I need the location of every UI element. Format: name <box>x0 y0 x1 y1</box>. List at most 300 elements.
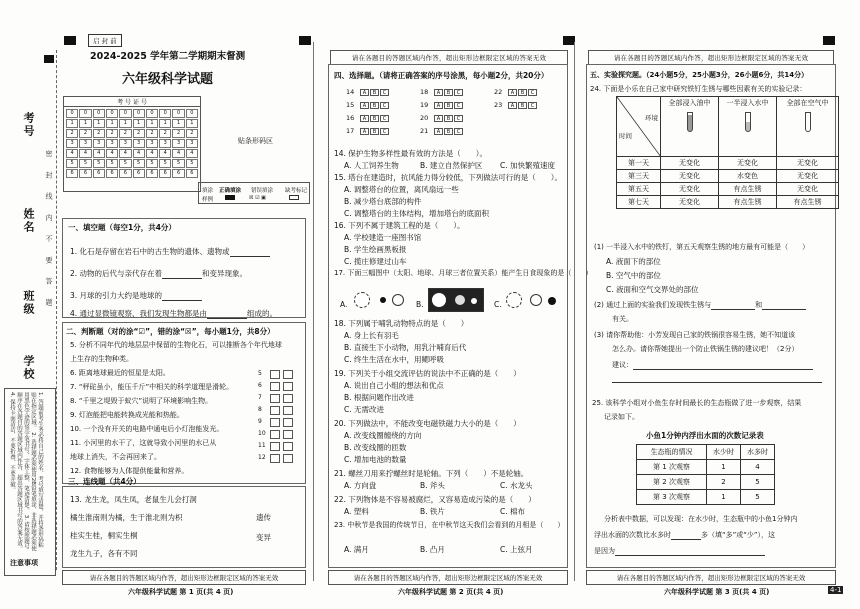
tf-false-box[interactable] <box>283 370 293 379</box>
q23-option-a: A. 满月 <box>344 545 369 554</box>
kaohao-digit-bubble[interactable]: 3 <box>106 139 118 148</box>
tf-number-label: 7 <box>258 394 262 401</box>
table-cell: 无变化 <box>777 157 839 170</box>
question-19: 19. 下列关于小组交流评估的说法中不正确的是（ ） <box>334 369 521 378</box>
match-left-3: 桂实生桂，桐实生桐 <box>70 531 138 540</box>
choice-bubble-b[interactable]: B <box>444 128 453 135</box>
banji-label: 班级 <box>22 290 35 316</box>
tf-true-box[interactable] <box>270 430 280 439</box>
moon-icon <box>548 297 556 305</box>
choice-bubble-a[interactable]: A <box>434 102 443 109</box>
kaohao-digit-bubble[interactable]: 4 <box>106 149 118 158</box>
moon-icon <box>380 297 386 303</box>
tf-number-label: 8 <box>258 406 262 413</box>
q15-option-a: A. 调整塔台的位置，离风扇远一些 <box>344 185 459 194</box>
kaohao-digit-bubble[interactable]: 2 <box>146 129 158 138</box>
choice-bubble-a[interactable]: A <box>434 128 443 135</box>
kaohao-digit-bubble[interactable]: 0 <box>106 109 118 118</box>
q18-option-b: B. 直接生下小动物，用乳汁哺育后代 <box>344 343 467 352</box>
kaohao-digit-bubble[interactable]: 1 <box>79 119 91 128</box>
choice-number: 15 <box>346 101 355 109</box>
alignment-marker <box>823 36 835 45</box>
choice-bubble-b[interactable]: B <box>370 89 379 96</box>
xuexiao-label: 学校 <box>22 355 35 381</box>
record-header: 水少时 <box>707 445 741 460</box>
table-cell: 第 1 次观察 <box>637 460 707 475</box>
table-row <box>617 157 839 170</box>
kaohao-digit-bubble[interactable]: 4 <box>146 149 158 158</box>
match-right-1: 遗传 <box>256 513 271 522</box>
section4-box <box>328 64 568 568</box>
q22-option-c: C. 棉布 <box>500 507 526 516</box>
header-oil: 全部浸入油中 <box>661 97 719 157</box>
page2-header: 请在各题目的答题区域内作答，超出矩形边框限定区域的答案无效 <box>330 50 568 65</box>
kaohao-digit-bubble[interactable]: 1 <box>172 119 184 128</box>
record-header: 生态瓶的情况 <box>637 445 707 460</box>
earth-icon <box>530 294 542 306</box>
table-cell: 无变化 <box>777 170 839 183</box>
choice-bubble-c[interactable]: C <box>380 89 389 96</box>
table-cell: 有点生锈 <box>719 183 777 196</box>
choice-bubble-c[interactable]: C <box>454 115 463 122</box>
kaohao-digit-bubble[interactable]: 3 <box>93 139 105 148</box>
page3-footer-note: 请在各题目的答题区域内作答，超出矩形边框限定区域的答案无效 <box>586 570 836 585</box>
question-16: 16. 下列不属于建筑工程的是（ ）。 <box>334 221 465 230</box>
kaohao-digit-bubble[interactable]: 4 <box>93 149 105 158</box>
xingming-label: 姓名 <box>22 208 35 234</box>
tf-false-box[interactable] <box>283 430 293 439</box>
analysis-line-2: 浮出水面的次数比水多时 多（填“多”或“少”），这 <box>594 531 776 539</box>
kaohao-digit-bubble[interactable]: 2 <box>93 129 105 138</box>
tf-true-box[interactable] <box>270 442 280 451</box>
table-cell: 第三天 <box>617 170 661 183</box>
kaohao-digit-bubble[interactable]: 1 <box>66 119 78 128</box>
kaohao-digit-bubble[interactable]: 2 <box>66 129 78 138</box>
choice-bubble-b[interactable]: B <box>444 115 453 122</box>
kaohao-digit-grid[interactable] <box>64 107 200 180</box>
tf-false-box[interactable] <box>283 382 293 391</box>
section1-title: 一、填空题（每空1分，共4分） <box>68 223 176 232</box>
kaohao-digit-bubble[interactable]: 3 <box>119 139 131 148</box>
kaohao-digit-bubble[interactable]: 4 <box>186 149 198 158</box>
q22-option-a: A. 塑料 <box>344 507 369 516</box>
choice-bubble-a[interactable]: A <box>360 115 369 122</box>
choice-answer-row[interactable] <box>346 101 390 109</box>
q19-option-a: A. 说出自己小组的想法和优点 <box>344 381 444 390</box>
q21-option-a: A. 方向盘 <box>344 481 377 490</box>
tf-false-box[interactable] <box>283 454 293 463</box>
kaohao-digit-bubble[interactable]: 5 <box>93 159 105 168</box>
answer-line[interactable] <box>612 382 822 383</box>
choice-bubble-c[interactable]: C <box>380 128 389 135</box>
kaohao-digit-bubble[interactable]: 0 <box>93 109 105 118</box>
table-cell: 1 <box>707 490 741 505</box>
kaohao-digit-bubble[interactable]: 1 <box>186 119 198 128</box>
match-right-2: 变异 <box>256 533 271 542</box>
kaohao-grid-label: 考 号 证 号 <box>64 97 200 107</box>
tf-true-box[interactable] <box>270 454 280 463</box>
choice-answer-row[interactable] <box>494 88 538 96</box>
choice-bubble-a[interactable]: A <box>434 89 443 96</box>
page1-footer: 六年级科学试题 第 1 页(共 4 页) <box>128 588 234 596</box>
choice-number: 18 <box>420 88 429 96</box>
question-24-3b: 怎么办。请你帮她提出一个防止铁锅生锈的建议吧！（2分） <box>612 345 799 353</box>
q22-option-b: B. 铁片 <box>420 507 445 516</box>
question-24: 24. 下面是小乐在自己家中研究铁钉生锈与哪些因素有关的实验记录： <box>590 85 807 93</box>
exam-main-title: 六年级科学试题 <box>122 72 214 87</box>
q24-1-option-a: A. 液面下的部位 <box>606 257 661 266</box>
true-false-question: 7. “秤砣虽小，能压千斤”中相关的科学道理是滑轮。 <box>70 383 234 391</box>
q24-1-option-b: B. 空气中的部位 <box>606 271 661 280</box>
kaohao-digit-bubble[interactable]: 5 <box>106 159 118 168</box>
notice-label: 注意事项 <box>10 559 38 567</box>
table-cell: 2 <box>707 475 741 490</box>
question-1: 1. 化石是存留在岩石中的古生物的遗体、遗物或 <box>70 246 270 257</box>
sealed-badge: 启 封 前 <box>88 34 122 47</box>
choice-bubble-b[interactable]: B <box>444 89 453 96</box>
table-cell: 1 <box>707 460 741 475</box>
section3-title: 三、连线题（共4分） <box>68 477 141 486</box>
section2-title: 二、判断题（对的涂“☑”，错的涂“☒”，每小题1分，共8分） <box>66 327 275 336</box>
table-cell: 第一天 <box>617 157 661 170</box>
question-18: 18. 下列属于哺乳动物特点的是（ ） <box>334 319 469 328</box>
eclipse-diagram-a <box>352 288 408 312</box>
choice-bubble-a[interactable]: A <box>434 115 443 122</box>
table-cell: 第五天 <box>617 183 661 196</box>
sun-icon <box>354 292 370 308</box>
choice-number: 16 <box>346 114 355 122</box>
choice-number: 19 <box>420 101 429 109</box>
table-cell: 无变化 <box>719 157 777 170</box>
q19-option-b: B. 根据问题作出改进 <box>344 393 414 402</box>
table-cell: 5 <box>741 490 775 505</box>
earth-icon <box>392 294 404 306</box>
true-false-question: 12. 食物能够为人体提供能量和营养。 <box>70 467 189 475</box>
suggestion-label: 建议： <box>612 360 813 370</box>
choice-bubble-a[interactable]: A <box>360 89 369 96</box>
kaohao-digit-bubble[interactable]: 3 <box>79 139 91 148</box>
tf-number-label: 9 <box>258 418 262 425</box>
tf-number-label: 6 <box>258 382 262 389</box>
kaohao-digit-bubble[interactable]: 2 <box>159 129 171 138</box>
earth-icon <box>455 295 465 305</box>
kaohao-digit-bubble[interactable]: 0 <box>146 109 158 118</box>
table-cell: 无变化 <box>661 157 719 170</box>
true-false-question: 地球上消失，不会再回来了。 <box>70 453 161 461</box>
question-24-2-tail: 有关。 <box>612 315 633 323</box>
choice-bubble-c[interactable]: C <box>528 102 537 109</box>
true-false-question: 11. 小河里的水干了，这就导致小河里的水已从 <box>70 439 217 447</box>
question-21: 21. 螺丝刀用来拧螺丝时是轮轴。下列（ ）不是轮轴。 <box>334 469 529 478</box>
barcode-area-label: 贴条形码区 <box>238 137 273 145</box>
kaohao-digit-bubble[interactable]: 1 <box>133 119 145 128</box>
table-cell: 水变色 <box>719 170 777 183</box>
kaohao-digit-bubble[interactable]: 6 <box>79 169 91 178</box>
kaohao-digit-bubble[interactable]: 2 <box>106 129 118 138</box>
kaohao-digit-bubble[interactable]: 5 <box>172 159 184 168</box>
table-cell: 第 3 次观察 <box>637 490 707 505</box>
kaohao-digit-bubble[interactable]: 0 <box>133 109 145 118</box>
table-row <box>617 196 839 209</box>
choice-number: 22 <box>494 88 503 96</box>
q14-option-c: C. 加快繁殖速度 <box>500 161 556 170</box>
question-2: 2. 动物的后代与亲代存在着 和变异现象。 <box>70 269 248 278</box>
choice-answer-row[interactable] <box>346 127 390 135</box>
table-cell: 第 2 次观察 <box>637 475 707 490</box>
kaohao-digit-bubble[interactable]: 3 <box>146 139 158 148</box>
q18-option-a: A. 身上长有羽毛 <box>344 331 399 340</box>
seal-line <box>56 50 57 570</box>
choice-bubble-a[interactable]: A <box>508 89 517 96</box>
choice-answer-row[interactable] <box>346 114 390 122</box>
kaohao-digit-bubble[interactable]: 6 <box>133 169 145 178</box>
kaohao-digit-bubble[interactable]: 0 <box>186 109 198 118</box>
choice-number: 21 <box>420 127 429 135</box>
match-left-4: 龙生九子，各有不同 <box>70 549 138 558</box>
exam-year-title: 2024-2025 学年第二学期期末督测 <box>90 51 246 62</box>
q16-option-a: A. 学校建造一座图书馆 <box>344 233 422 242</box>
choice-bubble-b[interactable]: B <box>444 102 453 109</box>
choice-bubble-b[interactable]: B <box>518 102 527 109</box>
kaohao-digit-bubble[interactable]: 4 <box>66 149 78 158</box>
q24-1-option-c: C. 液面和空气交界处的部位 <box>606 285 699 294</box>
q17-option-a: A. <box>340 300 348 309</box>
kaohao-digit-bubble[interactable]: 5 <box>119 159 131 168</box>
q16-option-b: B. 学生绘画黑板报 <box>344 245 407 254</box>
eclipse-diagram-b <box>428 288 484 312</box>
question-24-3: (3) 请你帮助他：小芳发现自己家的铁锅很容易生锈，她不知道该 <box>594 331 796 339</box>
fish-record-table <box>636 444 775 505</box>
kaohao-digit-bubble[interactable]: 2 <box>172 129 184 138</box>
q17-option-b: B. <box>416 300 424 309</box>
q18-option-c: C. 终生生活在水中，用鳃呼吸 <box>344 355 445 364</box>
choice-bubble-a[interactable]: A <box>508 102 517 109</box>
corner-mark: 4-1 <box>830 586 842 594</box>
kaohao-digit-bubble[interactable]: 2 <box>186 129 198 138</box>
choice-bubble-c[interactable]: C <box>454 102 463 109</box>
choice-bubble-c[interactable]: C <box>380 115 389 122</box>
kaohao-digit-bubble[interactable]: 3 <box>186 139 198 148</box>
question-22: 22. 下列物体是不容易被腐烂，又容易造成污染的是（ ） <box>334 495 536 504</box>
kaohao-digit-bubble[interactable]: 6 <box>66 169 78 178</box>
q23-option-b: B. 凸月 <box>420 545 445 554</box>
choice-number: 23 <box>494 101 503 109</box>
match-left-1: 13. 龙生龙，凤生凤，老鼠生儿会打洞 <box>70 495 197 504</box>
choice-answer-row[interactable] <box>420 127 464 135</box>
kaohao-digit-bubble[interactable]: 0 <box>119 109 131 118</box>
q17-option-c: C. <box>494 300 502 309</box>
q14-option-a: A. 人工饲养生物 <box>344 161 399 170</box>
table-cell: 4 <box>741 460 775 475</box>
kaohao-digit-bubble[interactable]: 6 <box>93 169 105 178</box>
question-14: 14. 保护生物多样性最有效的方法是（ ）。 <box>334 149 488 158</box>
table-cell: 有点生锈 <box>719 196 777 209</box>
header-half-water: 一半浸入水中 <box>719 97 777 157</box>
kaohao-digit-bubble[interactable]: 0 <box>172 109 184 118</box>
question-15: 15. 塔台在建造时，抗风能力得分较低，下列做法可行的是（ ）。 <box>334 173 563 182</box>
page2-footer: 六年级科学试题 第 2 页(共 4 页) <box>398 588 504 596</box>
table-cell: 无变化 <box>661 196 719 209</box>
kaohao-digit-bubble[interactable]: 2 <box>133 129 145 138</box>
tf-true-box[interactable] <box>270 406 280 415</box>
tf-number-label: 10 <box>258 430 266 437</box>
tf-false-box[interactable] <box>283 418 293 427</box>
kaohao-digit-bubble[interactable]: 5 <box>186 159 198 168</box>
moon-icon <box>471 298 477 304</box>
page2-footer-note: 请在各题目的答题区域内作答，超出矩形边框限定区域的答案无效 <box>328 570 568 585</box>
page3-header: 请在各题目的答题区域内作答，超出矩形边框限定区域的答案无效 <box>588 50 834 65</box>
kaohao-digit-bubble[interactable]: 4 <box>133 149 145 158</box>
tf-true-box[interactable] <box>270 418 280 427</box>
kaohao-digit-bubble[interactable]: 5 <box>159 159 171 168</box>
notice-text: 1. 答题前考生务必将自己的姓名、考号填写清楚，并将条形码粘贴在指定区域。 2. 选择题必须使用2B铅笔填涂，非选择题必须使用黑色字迹的签字笔书写，字体工整、笔迹清楚。 3. 请按照题号顺序在各题目的答题区域内作答，超出答题区域书写的答案无效。 4. 保持卡面清洁，不要折叠、不要弄破。 <box>9 392 43 552</box>
kaohao-digit-bubble[interactable]: 3 <box>133 139 145 148</box>
q21-option-b: B. 斧头 <box>420 481 445 490</box>
kaohao-digit-bubble[interactable]: 4 <box>159 149 171 158</box>
true-false-question: 6. 距离地球最近的恒星是太阳。 <box>70 369 170 377</box>
kaohao-digit-bubble[interactable]: 0 <box>159 109 171 118</box>
table-row <box>637 490 775 505</box>
kaohao-digit-bubble[interactable]: 4 <box>172 149 184 158</box>
nail-rust-table <box>616 96 839 209</box>
kaohao-digit-bubble[interactable]: 1 <box>93 119 105 128</box>
q19-option-c: C. 无需改进 <box>344 405 385 414</box>
table-cell: 无变化 <box>661 183 719 196</box>
tf-true-box[interactable] <box>270 394 280 403</box>
q20-option-b: B. 改变线圈的匝数 <box>344 443 407 452</box>
choice-bubble-c[interactable]: C <box>528 89 537 96</box>
column-divider <box>574 42 575 581</box>
kaohao-digit-bubble[interactable]: 4 <box>79 149 91 158</box>
kaohao-digit-bubble[interactable]: 1 <box>106 119 118 128</box>
table-row <box>637 475 775 490</box>
choice-bubble-b[interactable]: B <box>518 89 527 96</box>
tf-true-box[interactable] <box>270 370 280 379</box>
kaohao-digit-bubble[interactable]: 4 <box>119 149 131 158</box>
choice-number: 14 <box>346 88 355 96</box>
question-23: 23. 中秋节是我国的传统节日，在中秋节这天我们会看到的月相是（ ） <box>334 521 565 529</box>
choice-answer-row[interactable] <box>420 114 464 122</box>
tf-false-box[interactable] <box>283 442 293 451</box>
true-false-question: 5. 分析不同年代的地层层中保留的生物化石，可以推断各个年代地球 <box>70 341 282 349</box>
kaohao-digit-bubble[interactable]: 6 <box>172 169 184 178</box>
kaohao-digit-bubble[interactable]: 6 <box>159 169 171 178</box>
kaohao-digit-bubble[interactable]: 5 <box>146 159 158 168</box>
question-20: 20. 下列做法中，不能改变电磁铁磁力大小的是（ ） <box>334 419 521 428</box>
kaohao-digit-bubble[interactable]: 2 <box>79 129 91 138</box>
choice-answer-row[interactable] <box>420 101 464 109</box>
kaohao-digit-bubble[interactable]: 6 <box>119 169 131 178</box>
q21-option-c: C. 水龙头 <box>500 481 533 490</box>
kaohao-digit-bubble[interactable]: 0 <box>79 109 91 118</box>
kaohao-digit-bubble[interactable]: 1 <box>146 119 158 128</box>
true-false-question: 10. 一个没有开关的电路中通电后小灯泡能发光。 <box>70 425 224 433</box>
q20-option-a: A. 改变线圈缠绕的方向 <box>344 431 422 440</box>
question-25b: 记录如下。 <box>604 413 639 421</box>
test-tube-icon <box>805 112 811 132</box>
kaohao-digit-bubble[interactable]: 5 <box>79 159 91 168</box>
section4-title: 四、选择题。（请将正确答案的序号涂黑，每小题2分，共20分） <box>334 71 549 80</box>
test-tube-icon <box>745 112 751 132</box>
choice-bubble-a[interactable]: A <box>360 102 369 109</box>
table-row <box>617 170 839 183</box>
tf-number-label: 12 <box>258 454 266 461</box>
tf-false-box[interactable] <box>283 394 293 403</box>
header-air: 全部在空气中 <box>777 97 839 157</box>
table-cell: 无变化 <box>777 183 839 196</box>
choice-number: 17 <box>346 127 355 135</box>
tf-false-box[interactable] <box>283 406 293 415</box>
kaohao-digit-bubble[interactable]: 6 <box>186 169 198 178</box>
sun-icon <box>432 293 446 307</box>
choice-bubble-b[interactable]: B <box>370 128 379 135</box>
true-false-question: 9. 灯泡能把电能转换成光能和热能。 <box>70 411 184 419</box>
choice-bubble-b[interactable]: B <box>370 115 379 122</box>
q15-option-c: C. 调整塔台的主体结构，增加塔台的底面积 <box>344 209 490 218</box>
choice-answer-row[interactable] <box>420 88 464 96</box>
q16-option-c: C. 揽庄修建过山车 <box>344 257 407 266</box>
choice-bubble-c[interactable]: C <box>454 128 463 135</box>
analysis-line-3: 是因为 <box>594 546 765 556</box>
kaohao-digit-bubble[interactable]: 5 <box>66 159 78 168</box>
kaohao-digit-bubble[interactable]: 3 <box>159 139 171 148</box>
section5-title: 五、实验探究题。（24小题5分，25小题3分，26小题6分，共14分） <box>590 71 809 79</box>
record-table-title: 小鱼1分钟内浮出水面的次数记录表 <box>646 431 764 440</box>
page1-footer-note: 请在各题目的答题区域内作答，超出矩形边框限定区域的答案无效 <box>62 570 306 585</box>
kaohao-label: 考号 <box>22 112 35 138</box>
table-row <box>617 183 839 196</box>
question-24-1: (1) 一半浸入水中的铁钉，第五天观察生锈的地方最有可能是（ ） <box>594 243 810 251</box>
kaohao-digit-bubble[interactable]: 0 <box>66 109 78 118</box>
analysis-line-1: 分析表中数据，可以发现：在水少时，生态瓶中的小鱼1分钟内 <box>604 515 798 523</box>
question-25: 25. 该科学小组对小鱼生存时间最长的生态瓶做了进一步观察，结果 <box>592 399 802 407</box>
question-3: 3. 月球的引力大约是地球的 <box>70 290 202 301</box>
kaohao-digit-bubble[interactable]: 5 <box>133 159 145 168</box>
sun-icon <box>506 292 522 308</box>
question-17: 17. 下面三幅图中（太阳、地球、月球三者位置关系）能产生日食现象的是（ ） <box>334 269 593 277</box>
table-row <box>637 460 775 475</box>
choice-answer-row[interactable] <box>494 101 538 109</box>
table-corner-cell: 环境 时间 <box>617 97 661 157</box>
column-divider <box>313 42 314 581</box>
alignment-marker <box>64 36 76 45</box>
kaohao-digit-bubble[interactable]: 3 <box>66 139 78 148</box>
tf-true-box[interactable] <box>270 382 280 391</box>
choice-number: 20 <box>420 114 429 122</box>
choice-bubble-c[interactable]: C <box>454 89 463 96</box>
kaohao-digit-bubble[interactable]: 3 <box>172 139 184 148</box>
kaohao-digit-bubble[interactable]: 1 <box>119 119 131 128</box>
kaohao-digit-bubble[interactable]: 1 <box>159 119 171 128</box>
choice-answer-row[interactable] <box>346 88 390 96</box>
q15-option-b: B. 减少塔台底部的构件 <box>344 197 422 206</box>
page3-footer: 六年级科学试题 第 3 页(共 4 页) <box>664 588 770 596</box>
q14-option-b: B. 建立自然保护区 <box>420 161 483 170</box>
choice-bubble-c[interactable]: C <box>380 102 389 109</box>
kaohao-digit-bubble[interactable]: 6 <box>146 169 158 178</box>
match-left-2: 橘生淮南则为橘，生于淮北则为枳 <box>70 513 183 522</box>
true-false-question: 上生存的生物种类。 <box>70 355 133 363</box>
tf-number-label: 5 <box>258 370 262 377</box>
tf-number-label: 11 <box>258 442 266 449</box>
eclipse-diagram-c <box>504 288 560 312</box>
choice-bubble-b[interactable]: B <box>370 102 379 109</box>
choice-bubble-a[interactable]: A <box>360 128 369 135</box>
kaohao-digit-bubble[interactable]: 2 <box>119 129 131 138</box>
fill-sample-box: 填涂 样例 正确填涂 错误填涂 ☒ ☑ ▣ 缺考标记 <box>198 182 310 204</box>
kaohao-digit-bubble[interactable]: 6 <box>106 169 118 178</box>
question-4: 4. 通过显微镜观察，我们发现生物都是由 组成的。 <box>70 309 278 318</box>
